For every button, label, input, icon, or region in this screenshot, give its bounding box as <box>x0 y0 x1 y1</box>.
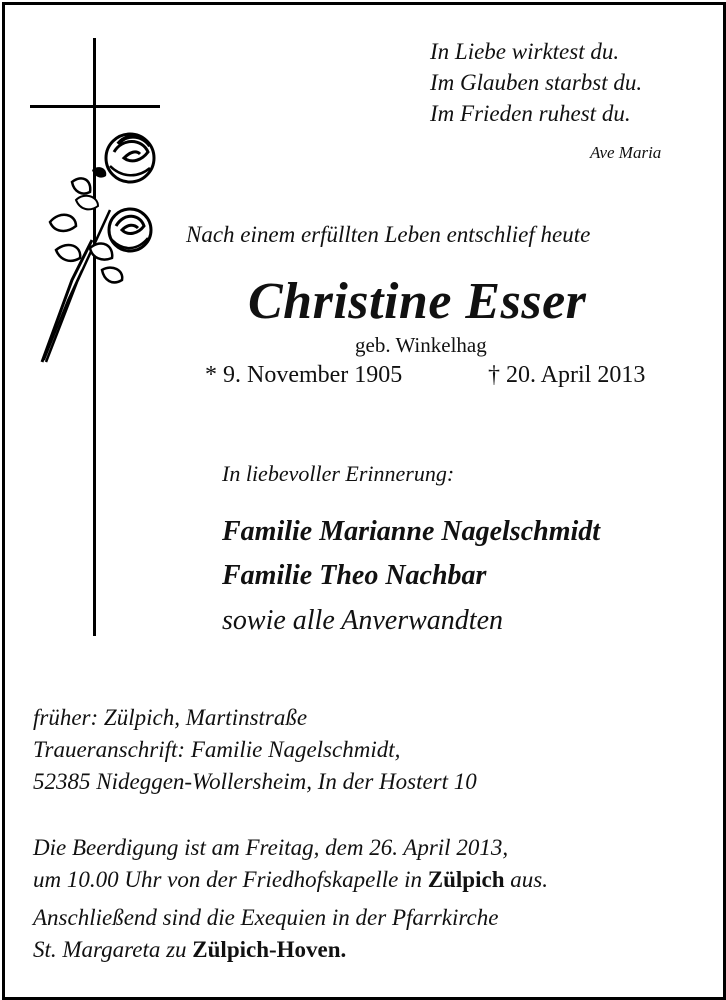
street-address: 52385 Nideggen-Wollersheim, In der Hostert 10 <box>33 769 477 794</box>
funeral-line-3: Anschließend sind die Exequien in der Pfarrkirche <box>33 905 499 930</box>
funeral-line-4-text: St. Margareta zu <box>33 937 193 962</box>
funeral-line-2-text: um 10.00 Uhr von der Friedhofskapelle in <box>33 867 428 892</box>
funeral-line-2-end: aus. <box>504 867 548 892</box>
former-address: früher: Zülpich, Martinstraße <box>33 705 308 730</box>
mourner-family-1: Familie Marianne Nagelschmidt <box>222 516 601 547</box>
birth-date: * 9. November 1905 <box>205 362 403 388</box>
mourners-heading: In liebevoller Erinnerung: <box>222 461 455 486</box>
funeral-place: Zülpich <box>427 867 505 892</box>
birth-name: geb. Winkelhag <box>355 333 487 357</box>
verse-line-2: Im Glauben starbst du. <box>430 70 643 95</box>
announcement-intro: Nach einem erfüllten Leben entschlief heute <box>186 222 591 247</box>
church-place: Zülpich-Hoven. <box>192 937 347 962</box>
death-date: † 20. April 2013 <box>488 362 646 388</box>
mourner-relatives: sowie alle Anverwandten <box>222 605 503 636</box>
verse-line-1: In Liebe wirktest du. <box>430 39 620 64</box>
deceased-name: Christine Esser <box>248 273 587 330</box>
cross-bar <box>30 105 160 108</box>
verse-attribution: Ave Maria <box>590 143 662 162</box>
funeral-line-2 <box>33 867 548 893</box>
mourning-address: Traueranschrift: Familie Nagelschmidt, <box>33 737 401 762</box>
verse <box>430 36 642 129</box>
roses-icon <box>32 130 164 370</box>
verse-line-3: Im Frieden ruhest du. <box>430 101 631 126</box>
funeral-line-4 <box>33 937 346 963</box>
funeral-line-1: Die Beerdigung ist am Freitag, dem 26. April 2013, <box>33 835 509 860</box>
mourner-family-2: Familie Theo Nachbar <box>222 560 487 591</box>
